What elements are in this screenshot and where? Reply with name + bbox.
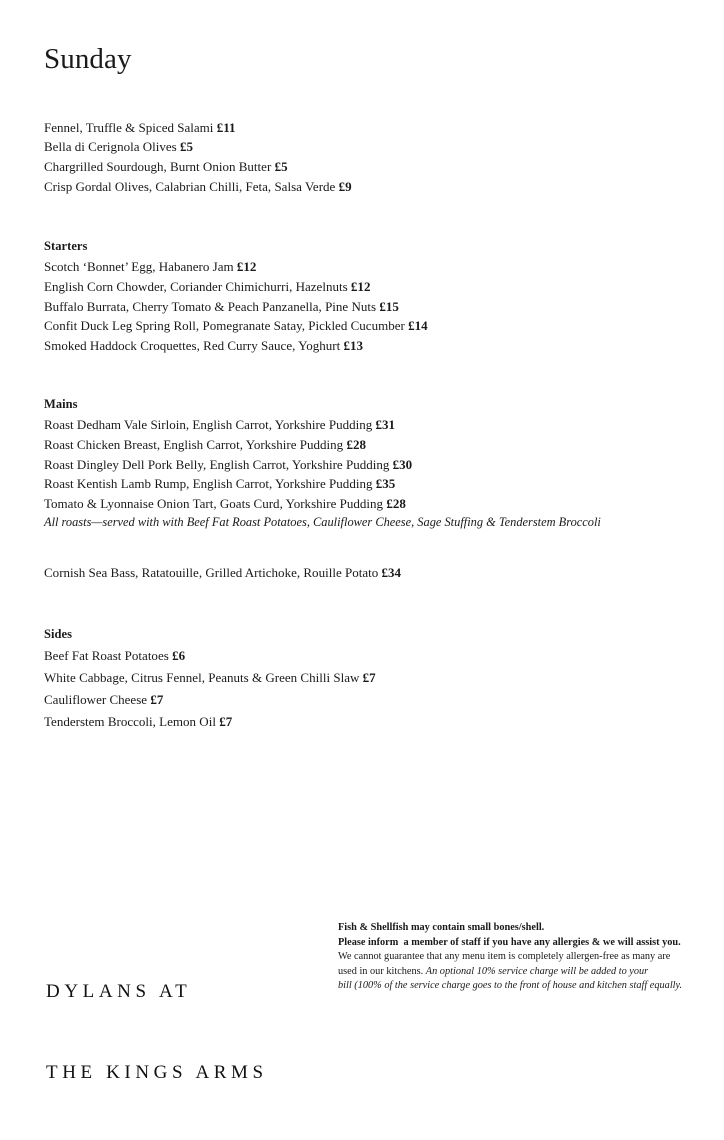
section-heading-mains: Mains <box>44 397 78 412</box>
menu-item-price: £12 <box>236 259 257 275</box>
section-mains <box>44 395 684 582</box>
disclaimer-line-4-regular: used in our kitchens. <box>338 965 426 977</box>
menu-item-name: Roast Dedham Vale Sirloin, English Carrot, Yorkshire Pudding <box>44 417 376 433</box>
page-footer <box>44 918 684 1083</box>
menu-item-name: Roast Chicken Breast, English Carrot, Yorkshire Pudding <box>44 437 347 453</box>
menu-item <box>44 336 684 356</box>
menu-item-name: Scotch ‘Bonnet’ Egg, Habanero Jam <box>44 259 237 275</box>
menu-item <box>44 645 684 667</box>
menu-item <box>44 157 684 177</box>
logo-line-1: DYLANS AT <box>46 981 192 1002</box>
menu-item-name: Bella di Cerignola Olives <box>44 139 181 155</box>
disclaimer-line-2: Please inform a member of staff if you have any allergies & we will assist you. <box>338 936 681 948</box>
menu-item-name: White Cabbage, Citrus Fennel, Peanuts & Green Chilli Slaw <box>44 670 363 686</box>
menu-item-name: Fennel, Truffle & Spiced Salami <box>44 119 217 135</box>
menu-item <box>44 297 684 317</box>
disclaimer-line-1: Fish & Shellfish may contain small bones/shell. <box>338 922 545 933</box>
menu-item <box>44 118 684 138</box>
menu-item <box>44 494 684 514</box>
menu-item-price: £15 <box>379 298 399 314</box>
spacer <box>44 553 684 563</box>
menu-content <box>44 40 684 733</box>
section-snacks <box>44 118 684 196</box>
disclaimer-line-4 <box>338 965 688 980</box>
menu-item-price: £9 <box>338 178 352 194</box>
menu-item-price: £7 <box>362 670 376 686</box>
menu-item <box>44 563 684 583</box>
menu-item-name: Roast Kentish Lamb Rump, English Carrot, Yorkshire Pudding <box>44 476 376 492</box>
menu-item-name: Buffalo Burrata, Cherry Tomato & Peach Panzanella, Pine Nuts <box>44 298 380 314</box>
menu-item-price: £6 <box>172 648 186 664</box>
disclaimer-line-5: bill (100% of the service charge goes to the front of house and kitchen staff equally. <box>338 980 683 992</box>
menu-item-price: £31 <box>375 417 396 433</box>
menu-item-price: £28 <box>346 437 366 453</box>
menu-item <box>44 137 684 157</box>
page-title: Sunday <box>44 43 132 75</box>
section-heading-starters: Starters <box>44 239 88 254</box>
menu-item-price: £35 <box>375 476 396 492</box>
menu-item-price: £13 <box>343 337 364 353</box>
menu-item-price: £7 <box>219 714 233 730</box>
menu-item-name: Chargrilled Sourdough, Burnt Onion Butter <box>44 159 275 175</box>
menu-item-name: Beef Fat Roast Potatoes <box>44 648 173 664</box>
menu-item-price: £12 <box>350 278 371 294</box>
section-starters <box>44 237 684 355</box>
menu-item-price: £11 <box>216 119 236 135</box>
menu-item-price: £28 <box>386 495 406 511</box>
menu-item <box>44 689 684 711</box>
menu-item-price: £30 <box>392 456 413 472</box>
menu-item-name: Tomato & Lyonnaise Onion Tart, Goats Curd, Yorkshire Pudding <box>44 495 387 511</box>
section-heading-sides: Sides <box>44 627 73 642</box>
menu-item <box>44 435 684 455</box>
menu-item <box>44 177 684 197</box>
menu-item-name: Crisp Gordal Olives, Calabrian Chilli, Feta, Salsa Verde <box>44 178 339 194</box>
disclaimer-line-4-italic: An optional 10% service charge will be added to your <box>425 965 649 977</box>
menu-item-name: Cornish Sea Bass, Ratatouille, Grilled Artichoke, Rouille Potato <box>44 564 382 580</box>
menu-item-name: Roast Dingley Dell Pork Belly, English Carrot, Yorkshire Pudding <box>44 456 393 472</box>
menu-item <box>44 277 684 297</box>
menu-item-name: Tenderstem Broccoli, Lemon Oil <box>44 714 220 730</box>
section-sides <box>44 625 684 733</box>
menu-item <box>44 711 684 733</box>
menu-item <box>44 455 684 475</box>
menu-item-name: Confit Duck Leg Spring Roll, Pomegranate Satay, Pickled Cucumber <box>44 318 409 334</box>
menu-item-name: English Corn Chowder, Coriander Chimichurri, Hazelnuts <box>44 278 351 294</box>
menu-item-price: £34 <box>381 564 402 580</box>
menu-item <box>44 316 684 336</box>
menu-item-price: £5 <box>180 139 194 155</box>
allergen-disclaimer <box>338 921 688 994</box>
menu-item <box>44 257 684 277</box>
disclaimer-line-3: We cannot guarantee that any menu item is completely allergen-free as many are <box>338 951 671 963</box>
restaurant-logo <box>46 924 268 1140</box>
menu-item <box>44 667 684 689</box>
logo-line-2: THE KINGS ARMS <box>46 1062 268 1083</box>
roasts-note: All roasts—served with with Beef Fat Roast Potatoes, Cauliflower Cheese, Sage Stuffing & Tenderstem Broccoli <box>44 515 601 530</box>
menu-item-price: £14 <box>408 318 428 334</box>
menu-item-price: £5 <box>274 159 288 175</box>
menu-item-price: £7 <box>150 692 164 708</box>
menu-item-name: Smoked Haddock Croquettes, Red Curry Sauce, Yoghurt <box>44 337 344 353</box>
menu-item <box>44 415 684 435</box>
menu-item-name: Cauliflower Cheese <box>44 692 151 708</box>
menu-item <box>44 474 684 494</box>
spacer <box>44 533 684 553</box>
